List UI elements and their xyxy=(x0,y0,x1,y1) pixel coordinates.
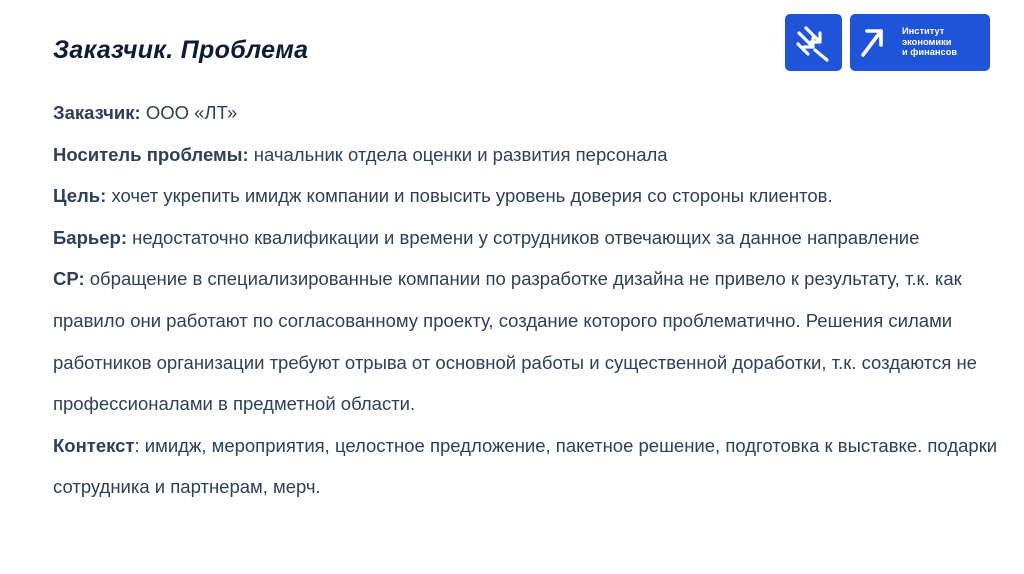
context-text: : имидж, мероприятия, целостное предложение, пакетное решение, подготовка к выставке. подарки сотрудника и партнерам, мерч. xyxy=(53,434,998,498)
institute-logo-wordmark xyxy=(850,14,990,71)
problem-holder-text: начальник отдела оценки и развития персонала xyxy=(248,143,668,165)
barrier-label: Барьер: xyxy=(53,226,128,248)
goal-line xyxy=(53,175,1018,217)
cp-paragraph xyxy=(53,258,1018,424)
problem-holder-label: Носитель проблемы: xyxy=(53,143,249,165)
logo-line-1: Институт xyxy=(902,26,945,36)
customer-label: Заказчик: xyxy=(53,102,141,123)
customer-text: ООО «ЛТ» xyxy=(140,102,238,123)
cp-text: обращение в специализированные компании по разработке дизайна не привело к результату, т.к. как правило они работают по согласованному проекту, создание которого проблематично. Решения силами работников организации требуют отрыва от основной работы и существенной доработки, т.к. создаются не профессионалами в предметной области. xyxy=(53,268,977,415)
cp-label: СР: xyxy=(53,268,85,290)
goal-text: хочет укрепить имидж компании и повысить уровень доверия со стороны клиентов. xyxy=(106,185,833,207)
goal-label: Цель: xyxy=(53,185,107,207)
slide-body xyxy=(53,92,1018,508)
barrier-text: недостаточно квалификации и времени у сотрудников отвечающих за данное направление xyxy=(127,226,920,248)
arrows-icon xyxy=(785,14,842,71)
barrier-paragraph xyxy=(53,217,1018,259)
customer-line xyxy=(53,92,1018,134)
problem-holder-line xyxy=(53,134,1018,176)
institute-logo-mark xyxy=(785,14,842,71)
context-paragraph xyxy=(53,425,1018,508)
logo-line-2: экономики xyxy=(902,36,952,47)
context-label: Контекст xyxy=(53,434,135,456)
logo-text xyxy=(902,26,986,58)
logo-line-3: и финансов xyxy=(902,47,958,57)
slide-title: Заказчик. Проблема xyxy=(53,36,309,64)
arrow-up-right-icon xyxy=(850,14,890,71)
